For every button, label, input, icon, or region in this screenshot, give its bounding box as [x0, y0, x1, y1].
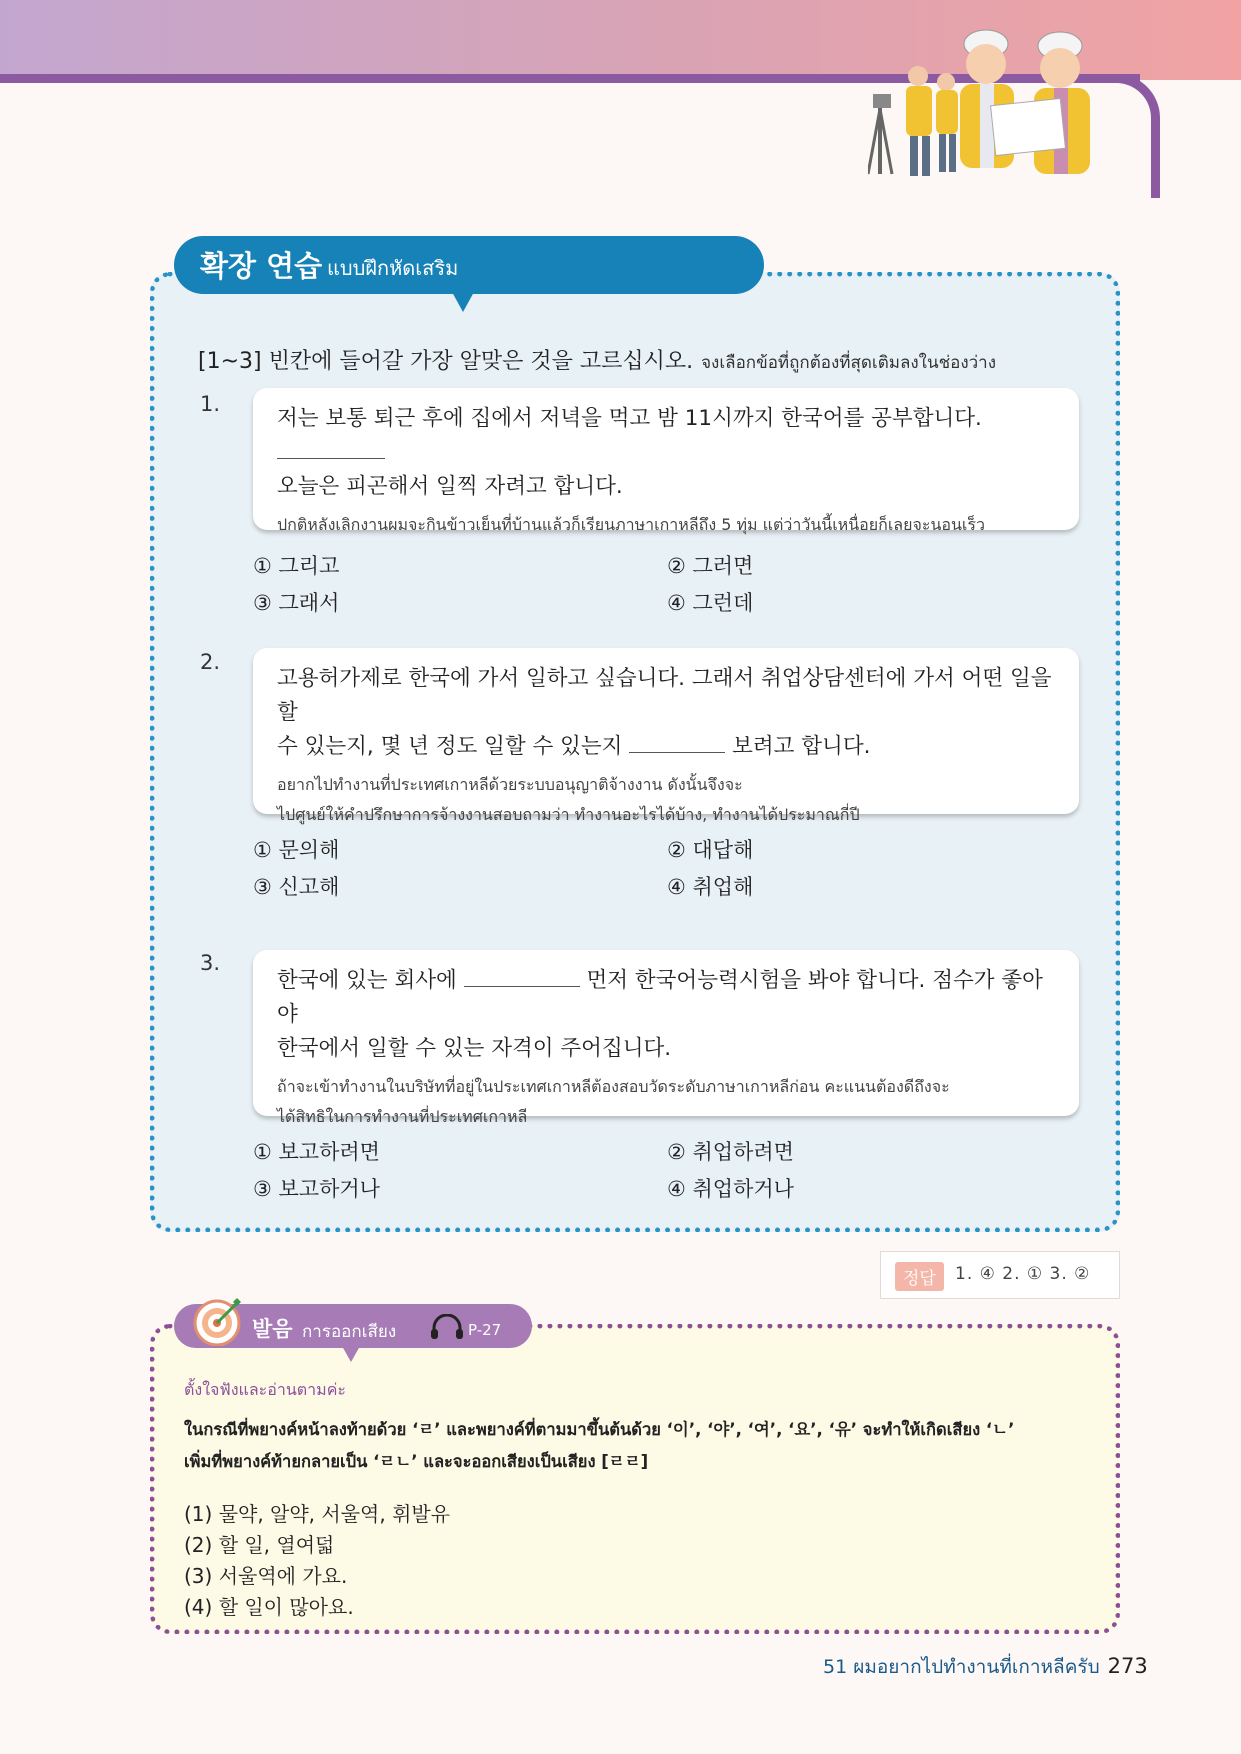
pronunciation-title-th: การออกเสียง: [302, 1322, 397, 1342]
practice-title-th: แบบฝึกหัดเสริม: [327, 256, 459, 280]
question-3-option-4[interactable]: ④ 취업하거나: [667, 1177, 794, 1201]
question-1-number: 1.: [200, 392, 221, 416]
question-3-line1b: 먼저 한국어능력시험을 봐야 합니다. 점수가 좋아야: [277, 968, 1043, 1027]
question-2-option-4[interactable]: ④ 취업해: [667, 875, 754, 899]
pronunciation-tab-pointer: [342, 1346, 360, 1362]
question-1-option-2[interactable]: ② 그러면: [667, 554, 754, 578]
question-1-line1: 저는 보통 퇴근 후에 집에서 저녁을 먹고 밤 11시까지 한국어를 공부합니다.: [277, 406, 982, 431]
lesson-title: 51 ผมอยากไปทำงานที่เกาหลีครับ: [823, 1656, 1100, 1678]
target-icon: [193, 1296, 243, 1346]
instruction: [198, 344, 996, 376]
question-1-korean: [277, 402, 1055, 504]
question-2-line2a: 수 있는지, 몇 년 정도 일할 수 있는지: [277, 734, 623, 759]
question-3-option-2[interactable]: ② 취업하려면: [667, 1140, 794, 1164]
question-1-option-1[interactable]: ① 그리고: [253, 554, 340, 578]
question-1-option-4[interactable]: ④ 그런데: [667, 591, 754, 615]
question-3-option-3[interactable]: ③ 보고하거나: [253, 1177, 380, 1201]
pronunciation-rule-line1: ในกรณีที่พยางค์หน้าลงท้ายด้วย ‘ㄹ’ และพยางค์ที่ตามมาขึ้นต้นด้วย ‘이’, ‘야’, ‘여’, ‘요’, ‘유’ จะทำให้เกิดเสียง ‘ㄴ’: [184, 1420, 1015, 1439]
pronunciation-rule-line2: เพิ่มที่พยางค์ท้ายกลายเป็น ‘ㄹㄴ’ และจะออกเสียงเป็นเสียง [ㄹㄹ]: [184, 1452, 649, 1471]
question-3-thai-line2: ได้สิทธิในการทำงานที่ประเทศเกาหลี: [277, 1107, 528, 1126]
question-3-option-1[interactable]: ① 보고하려면: [253, 1140, 380, 1164]
question-3-blank: [464, 986, 580, 987]
question-2-option-2[interactable]: ② 대답해: [667, 838, 754, 862]
page-footer: [823, 1652, 1148, 1682]
question-2-number: 2.: [200, 650, 221, 674]
headphones-icon[interactable]: [430, 1314, 464, 1340]
pronunciation-example-2: (2) 할 일, 열여덟: [184, 1533, 335, 1557]
instruction-th: จงเลือกข้อที่ถูกต้องที่สุดเติมลงในช่องว่าง: [701, 353, 997, 373]
question-3-card: [253, 950, 1079, 1126]
page-number: 273: [1107, 1654, 1148, 1678]
question-1-option-3[interactable]: ③ 그래서: [253, 591, 340, 615]
question-2-line2b: 보려고 합니다.: [732, 734, 871, 759]
pronunciation-title-ko: 발음: [252, 1317, 293, 1341]
question-3-line2: 한국에서 일할 수 있는 자격이 주어집니다.: [277, 1036, 672, 1061]
question-1-card: [253, 388, 1079, 534]
question-3-korean: [277, 964, 1055, 1066]
question-2-blank: [629, 752, 725, 753]
question-3-line1a: 한국에 있는 회사에: [277, 968, 457, 993]
question-2-card: [253, 648, 1079, 824]
question-2-korean: [277, 662, 1055, 764]
question-1-line2: 오늘은 피곤해서 일찍 자려고 합니다.: [277, 474, 623, 499]
pronunciation-example-3: (3) 서울역에 가요.: [184, 1564, 348, 1588]
question-2-thai-line1: อยากไปทำงานที่ประเทศเกาหลีด้วยระบบอนุญาติจ้างงาน ดังนั้นจึงจะ: [277, 775, 743, 794]
pronunciation-intro: ตั้งใจฟังและอ่านตามค่ะ: [184, 1380, 346, 1399]
pronunciation-example-1: (1) 물약, 알약, 서울역, 휘발유: [184, 1502, 451, 1526]
pronunciation-rule: [184, 1414, 1104, 1478]
question-2-option-1[interactable]: ① 문의해: [253, 838, 340, 862]
answer-text: 1. ④ 2. ① 3. ②: [955, 1264, 1091, 1284]
question-2-thai-line2: ไปศูนย์ให้คำปรึกษาการจ้างงานสอบถามว่า ทำงานอะไรได้บ้าง, ทำงานได้ประมาณกี่ปี: [277, 805, 860, 824]
question-2-option-3[interactable]: ③ 신고해: [253, 875, 340, 899]
question-1-blank: [277, 458, 385, 459]
audio-page-ref[interactable]: P-27: [468, 1321, 502, 1339]
pronunciation-example-4: (4) 할 일이 많아요.: [184, 1595, 354, 1619]
instruction-ko: [1~3] 빈칸에 들어갈 가장 알맞은 것을 고르십시오.: [198, 349, 694, 374]
question-3-number: 3.: [200, 951, 221, 975]
workers-illustration: [868, 24, 1108, 190]
question-2-thai: [277, 770, 1055, 830]
question-2-line1: 고용허가제로 한국에 가서 일하고 싶습니다. 그래서 취업상담센터에 가서 어떤 일을 할: [277, 666, 1052, 725]
practice-tab-pointer: [452, 292, 474, 312]
header-corner: [1110, 74, 1160, 198]
practice-title-ko: 확장 연습: [200, 249, 323, 283]
answer-label: 정답: [895, 1262, 944, 1291]
question-3-thai: [277, 1072, 1055, 1132]
question-3-thai-line1: ถ้าจะเข้าทำงานในบริษัทที่อยู่ในประเทศเกาหลีต้องสอบวัดระดับภาษาเกาหลีก่อน คะแนนต้องดีถึงจะ: [277, 1077, 950, 1096]
question-1-thai: ปกติหลังเลิกงานผมจะกินข้าวเย็นที่บ้านแล้วก็เรียนภาษาเกาหลีถึง 5 ทุ่ม แต่ว่าวันนี้เหนื่อยก็เลยจะนอนเร็ว: [277, 515, 985, 534]
